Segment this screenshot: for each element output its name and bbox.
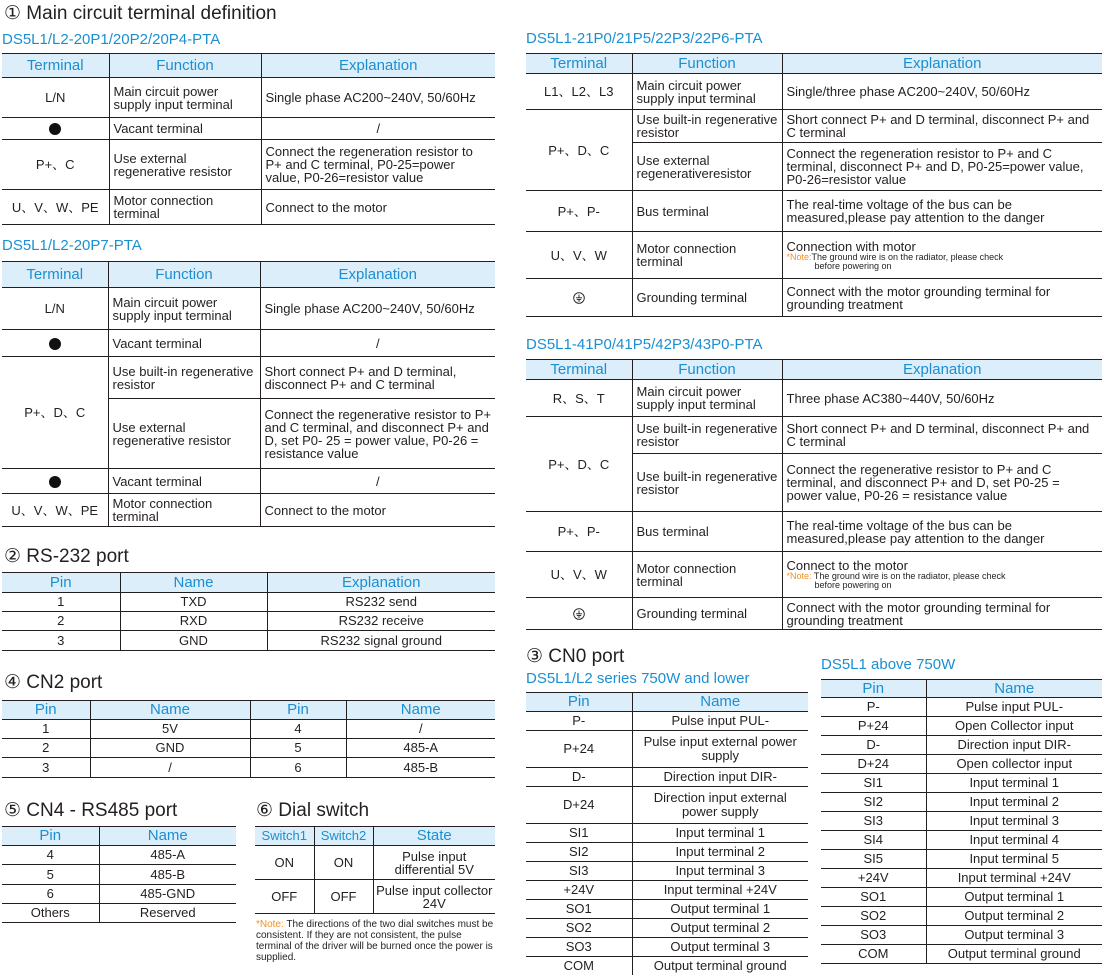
name-cell: Direction input external power supply: [632, 787, 808, 824]
pin-cell: 5: [2, 865, 99, 885]
table-row: [2, 494, 495, 527]
table-row: [2, 720, 495, 739]
function-cell: Use built-in regenerative resistor: [108, 357, 260, 399]
note-text: The ground wire is on the radiator, please check: [811, 251, 1004, 262]
explanation-text: Connection with motor: [786, 238, 916, 254]
cn0-table-750w-above: [821, 679, 1102, 964]
col-header-function: Function: [632, 54, 782, 74]
table-row: [526, 552, 1102, 598]
explanation-cell: Single/three phase AC200~240V, 50/60Hz: [782, 74, 1102, 110]
explanation-cell: [782, 552, 1102, 598]
name-cell: /: [90, 758, 250, 778]
cn2-table: [2, 700, 495, 778]
table-row: [821, 869, 1102, 888]
name-cell: 5V: [90, 720, 250, 739]
pin-cell: SI3: [526, 862, 632, 881]
table-row: [821, 945, 1102, 964]
note-text: The ground wire is on the radiator, please check: [813, 571, 1006, 581]
pin-cell: 5: [250, 739, 346, 758]
table-row: [255, 846, 495, 880]
terminal-cell: P+、D、C: [2, 357, 108, 469]
explanation-cell: Connect the regenerative resistor to P+ and C terminal, and disconnect P+ and D, set P0- 25 = power value, P0-26 = resistance value: [260, 399, 495, 469]
terminal-cell: P+、P-: [526, 512, 632, 552]
pin-cell: SI5: [821, 850, 926, 869]
table-row: [2, 739, 495, 758]
pin-cell: SO1: [526, 900, 632, 919]
dial-switch-note: [256, 919, 496, 963]
terminal-cell: L/N: [2, 78, 109, 118]
switch1-cell: ON: [255, 846, 314, 880]
function-cell: Motor connection terminal: [632, 232, 782, 279]
name-cell: Pulse input PUL-: [632, 712, 808, 731]
table-row: [526, 512, 1102, 552]
explanation-cell: Short connect P+ and D terminal, disconnect P+ and C terminal: [260, 357, 495, 399]
name-cell: 485-GND: [99, 885, 236, 904]
col-header-pin: Pin: [526, 693, 632, 712]
section-4-title: ④ CN2 port: [4, 672, 103, 693]
name-cell: Output terminal ground: [926, 945, 1102, 964]
function-cell: Use external regenerativeresistor: [632, 143, 782, 191]
name-cell: Output terminal 3: [926, 926, 1102, 945]
table-row: [821, 698, 1102, 717]
function-cell: Use built-in regenerative resistor: [632, 417, 782, 454]
table-row: [821, 736, 1102, 755]
name-cell: Input terminal 1: [926, 774, 1102, 793]
name-cell: Pulse input external power supply: [632, 731, 808, 768]
table-row: [2, 904, 236, 923]
model-title-21p0: DS5L1-21P0/21P5/22P3/22P6-PTA: [526, 30, 763, 47]
name-cell: Open Collector input: [926, 717, 1102, 736]
col-header-pin: Pin: [2, 701, 90, 720]
table-row: [2, 885, 236, 904]
pin-cell: SI2: [821, 793, 926, 812]
col-header-terminal: Terminal: [526, 360, 632, 380]
col-header-explanation: Explanation: [782, 360, 1102, 380]
terminal-cell: [2, 469, 108, 494]
note: [787, 253, 1099, 271]
explanation-cell: /: [260, 469, 495, 494]
note-text-line2: before powering on: [814, 580, 892, 590]
pin-cell: SI2: [526, 843, 632, 862]
table-row: [821, 926, 1102, 945]
col-header-pin: Pin: [2, 827, 99, 846]
function-cell: Use external regenerative resistor: [108, 399, 260, 469]
table-row: [526, 232, 1102, 279]
pin-cell: COM: [821, 945, 926, 964]
table-row: [2, 612, 495, 631]
switch2-cell: OFF: [314, 880, 373, 914]
table-row: [526, 74, 1102, 110]
pin-cell: SI1: [821, 774, 926, 793]
col-header-function: Function: [109, 54, 261, 78]
terminal-cell: U、V、W: [526, 232, 632, 279]
terminal-cell: U、V、W、PE: [2, 494, 108, 527]
name-cell: Input terminal +24V: [632, 881, 808, 900]
pin-cell: SI1: [526, 824, 632, 843]
pin-cell: Others: [2, 904, 99, 923]
note-label: *Note:: [786, 571, 812, 581]
function-cell: Vacant terminal: [108, 330, 260, 357]
explanation-cell: [782, 232, 1102, 279]
terminal-cell: [526, 279, 632, 317]
table-row: [526, 768, 808, 787]
function-cell: Main circuit power supply input terminal: [108, 288, 260, 330]
col-header-explanation: Explanation: [267, 573, 495, 593]
section-5-title: ⑤ CN4 - RS485 port: [4, 800, 178, 821]
filled-circle-icon: [49, 476, 61, 488]
table-row: [821, 831, 1102, 850]
pin-cell: SI3: [821, 812, 926, 831]
pin-cell: P-: [526, 712, 632, 731]
explanation-cell: RS232 receive: [267, 612, 495, 631]
function-cell: Vacant terminal: [108, 469, 260, 494]
note-label: *Note:: [256, 919, 284, 930]
table-row: [2, 865, 236, 885]
explanation-cell: Short connect P+ and D terminal, disconnect P+ and C terminal: [782, 417, 1102, 454]
table-row: [2, 330, 495, 357]
model-title-750w-lower: DS5L1/L2 series 750W and lower: [526, 670, 750, 687]
table-row: [2, 846, 236, 865]
name-cell: Output terminal 1: [632, 900, 808, 919]
table-row: [2, 758, 495, 778]
name-cell: GND: [90, 739, 250, 758]
table-row: [526, 843, 808, 862]
function-cell: Bus terminal: [632, 191, 782, 232]
model-title-750w-above: DS5L1 above 750W: [821, 656, 956, 673]
name-cell: Output terminal 3: [632, 938, 808, 957]
table-row: [526, 731, 808, 768]
name-cell: Output terminal 2: [926, 907, 1102, 926]
name-cell: Input terminal +24V: [926, 869, 1102, 888]
table-row: [821, 793, 1102, 812]
note-text-line2: before powering on: [814, 260, 892, 271]
name-cell: Reserved: [99, 904, 236, 923]
terminal-cell: [2, 330, 108, 357]
pin-cell: 2: [2, 612, 120, 631]
table-row: [526, 380, 1102, 417]
terminal-cell: P+、P-: [526, 191, 632, 232]
col-header-switch2: Switch2: [314, 827, 373, 846]
function-cell: Use external regenerative resistor: [109, 140, 261, 190]
name-cell: Input terminal 4: [926, 831, 1102, 850]
name-cell: RXD: [120, 612, 267, 631]
pin-cell: +24V: [821, 869, 926, 888]
name-cell: Pulse input PUL-: [926, 698, 1102, 717]
model-title-20p7: DS5L1/L2-20P7-PTA: [2, 237, 142, 254]
table-row: [526, 598, 1102, 630]
function-cell: Grounding terminal: [632, 598, 782, 630]
terminal-table-41p0: [526, 359, 1102, 630]
table-row: [255, 880, 495, 914]
switch1-cell: OFF: [255, 880, 314, 914]
col-header-explanation: Explanation: [261, 54, 495, 78]
terminal-table-20p1: [2, 53, 495, 225]
name-cell: Input terminal 5: [926, 850, 1102, 869]
name-cell: Direction input DIR-: [926, 736, 1102, 755]
name-cell: Open collector input: [926, 755, 1102, 774]
explanation-cell: RS232 send: [267, 593, 495, 612]
explanation-cell: Three phase AC380~440V, 50/60Hz: [782, 380, 1102, 417]
explanation-cell: Single phase AC200~240V, 50/60Hz: [261, 78, 495, 118]
terminal-cell: R、S、T: [526, 380, 632, 417]
col-header-name: Name: [346, 701, 495, 720]
name-cell: Input terminal 3: [632, 862, 808, 881]
switch2-cell: ON: [314, 846, 373, 880]
explanation-cell: Connect the regeneration resistor to P+ and C terminal, disconnect P+ and D, P0-25=power value, P0-26=resistor value: [782, 143, 1102, 191]
table-row: [2, 631, 495, 651]
table-row: [2, 140, 495, 190]
pin-cell: P-: [821, 698, 926, 717]
note-text: The directions of the two dial switches must be consistent. If they are not consistent, the pulse terminal of the driver will be burned once the power is supplied.: [256, 919, 494, 963]
pin-cell: D-: [821, 736, 926, 755]
explanation-cell: Connect with the motor grounding terminal for grounding treatment: [782, 279, 1102, 317]
function-cell: Bus terminal: [632, 512, 782, 552]
pin-cell: COM: [526, 957, 632, 975]
col-header-name: Name: [632, 693, 808, 712]
explanation-cell: Connect with the motor grounding terminal for grounding treatment: [782, 598, 1102, 630]
name-cell: Direction input DIR-: [632, 768, 808, 787]
pin-cell: P+24: [526, 731, 632, 768]
table-row: [526, 712, 808, 731]
filled-circle-icon: [49, 123, 61, 135]
table-row: [821, 888, 1102, 907]
name-cell: Input terminal 3: [926, 812, 1102, 831]
col-header-name: Name: [120, 573, 267, 593]
table-row: [2, 469, 495, 494]
table-row: [526, 191, 1102, 232]
col-header-terminal: Terminal: [2, 262, 108, 288]
explanation-cell: /: [261, 118, 495, 140]
function-cell: Grounding terminal: [632, 279, 782, 317]
ground-symbol-icon: [573, 608, 585, 620]
function-cell: Motor connection terminal: [108, 494, 260, 527]
pin-cell: D-: [526, 768, 632, 787]
name-cell: TXD: [120, 593, 267, 612]
pin-cell: 6: [250, 758, 346, 778]
pin-cell: SO3: [821, 926, 926, 945]
terminal-cell: L/N: [2, 288, 108, 330]
function-cell: Vacant terminal: [109, 118, 261, 140]
table-row: [821, 907, 1102, 926]
explanation-text: Connect to the motor: [786, 558, 908, 573]
name-cell: /: [346, 720, 495, 739]
terminal-cell: P+、D、C: [526, 110, 632, 191]
col-header-terminal: Terminal: [526, 54, 632, 74]
pin-cell: D+24: [526, 787, 632, 824]
name-cell: 485-B: [346, 758, 495, 778]
pin-cell: SO2: [526, 919, 632, 938]
pin-cell: SI4: [821, 831, 926, 850]
table-row: [2, 593, 495, 612]
table-row: [526, 862, 808, 881]
explanation-cell: Connect to the motor: [260, 494, 495, 527]
cn0-table-750w-lower: [526, 692, 808, 975]
col-header-function: Function: [632, 360, 782, 380]
name-cell: 485-A: [99, 846, 236, 865]
section-1-title: ① Main circuit terminal definition: [4, 3, 277, 24]
model-title-41p0: DS5L1-41P0/41P5/42P3/43P0-PTA: [526, 336, 763, 353]
section-3-title: ③ CN0 port: [526, 646, 625, 667]
pin-cell: 1: [2, 593, 120, 612]
filled-circle-icon: [49, 338, 61, 350]
table-row: [526, 900, 808, 919]
col-header-pin: Pin: [2, 573, 120, 593]
note: [787, 572, 1099, 590]
pin-cell: 2: [2, 739, 90, 758]
section-6-title: ⑥ Dial switch: [256, 800, 370, 821]
name-cell: 485-A: [346, 739, 495, 758]
explanation-cell: The real-time voltage of the bus can be measured,please pay attention to the danger: [782, 191, 1102, 232]
pin-cell: SO3: [526, 938, 632, 957]
col-header-name: Name: [90, 701, 250, 720]
table-row: [526, 824, 808, 843]
table-row: [526, 787, 808, 824]
note-label: *Note:: [786, 251, 812, 262]
cn4-table: [2, 826, 236, 923]
explanation-cell: Short connect P+ and D terminal, disconnect P+ and C terminal: [782, 110, 1102, 143]
model-title-20p1: DS5L1/L2-20P1/20P2/20P4-PTA: [2, 31, 221, 48]
function-cell: Main circuit power supply input terminal: [632, 74, 782, 110]
pin-cell: SO2: [821, 907, 926, 926]
col-header-terminal: Terminal: [2, 54, 109, 78]
col-header-pin: Pin: [821, 680, 926, 698]
explanation-cell: Connect to the motor: [261, 190, 495, 225]
table-row: [2, 190, 495, 225]
col-header-name: Name: [99, 827, 236, 846]
function-cell: Use built-in regenerative resistor: [632, 110, 782, 143]
pin-cell: 3: [2, 758, 90, 778]
table-row: [821, 850, 1102, 869]
name-cell: Input terminal 1: [632, 824, 808, 843]
pin-cell: 4: [250, 720, 346, 739]
table-row: [526, 938, 808, 957]
pin-cell: P+24: [821, 717, 926, 736]
table-row: [821, 774, 1102, 793]
pin-cell: +24V: [526, 881, 632, 900]
pin-cell: 6: [2, 885, 99, 904]
terminal-cell: U、V、W、PE: [2, 190, 109, 225]
pin-cell: 1: [2, 720, 90, 739]
table-row: [821, 717, 1102, 736]
pin-cell: SO1: [821, 888, 926, 907]
table-row: [526, 957, 808, 975]
pin-cell: D+24: [821, 755, 926, 774]
name-cell: Output terminal ground: [632, 957, 808, 975]
table-row: [526, 919, 808, 938]
function-cell: Use built-in regenerative resistor: [632, 454, 782, 512]
state-cell: Pulse input collector 24V: [373, 880, 495, 914]
table-row: [821, 755, 1102, 774]
table-row: [526, 110, 1102, 143]
terminal-cell: [2, 118, 109, 140]
name-cell: Input terminal 2: [926, 793, 1102, 812]
table-row: [821, 812, 1102, 831]
col-header-name: Name: [926, 680, 1102, 698]
col-header-function: Function: [108, 262, 260, 288]
table-row: [2, 288, 495, 330]
name-cell: Output terminal 2: [632, 919, 808, 938]
name-cell: 485-B: [99, 865, 236, 885]
terminal-table-20p7: [2, 261, 495, 527]
table-row: [526, 881, 808, 900]
section-2-title: ② RS-232 port: [4, 546, 129, 567]
name-cell: Output terminal 1: [926, 888, 1102, 907]
explanation-cell: Connect the regenerative resistor to P+ and C terminal, and disconnect P+ and D, set P0-25 = power value, P0-26 = resistance value: [782, 454, 1102, 512]
explanation-cell: Single phase AC200~240V, 50/60Hz: [260, 288, 495, 330]
pin-cell: 4: [2, 846, 99, 865]
col-header-state: State: [373, 827, 495, 846]
function-cell: Main circuit power supply input terminal: [632, 380, 782, 417]
table-row: [526, 417, 1102, 454]
explanation-cell: RS232 signal ground: [267, 631, 495, 651]
pin-cell: 3: [2, 631, 120, 651]
explanation-cell: Connect the regeneration resistor to P+ and C terminal, P0-25=power value, P0-26=resistor value: [261, 140, 495, 190]
function-cell: Motor connection terminal: [109, 190, 261, 225]
function-cell: Main circuit power supply input terminal: [109, 78, 261, 118]
table-row: [526, 279, 1102, 317]
terminal-cell: [526, 598, 632, 630]
table-row: [2, 78, 495, 118]
terminal-table-21p0: [526, 53, 1102, 317]
terminal-cell: L1、L2、L3: [526, 74, 632, 110]
function-cell: Motor connection terminal: [632, 552, 782, 598]
table-row: [2, 118, 495, 140]
col-header-explanation: Explanation: [260, 262, 495, 288]
col-header-switch1: Switch1: [255, 827, 314, 846]
rs232-table: [2, 572, 495, 651]
terminal-cell: P+、C: [2, 140, 109, 190]
col-header-pin: Pin: [250, 701, 346, 720]
dial-switch-table: [255, 826, 495, 914]
name-cell: Input terminal 2: [632, 843, 808, 862]
explanation-cell: /: [260, 330, 495, 357]
terminal-cell: U、V、W: [526, 552, 632, 598]
col-header-explanation: Explanation: [782, 54, 1102, 74]
name-cell: GND: [120, 631, 267, 651]
ground-symbol-icon: [573, 292, 585, 304]
state-cell: Pulse input differential 5V: [373, 846, 495, 880]
explanation-cell: The real-time voltage of the bus can be measured,please pay attention to the danger: [782, 512, 1102, 552]
terminal-cell: P+、D、C: [526, 417, 632, 512]
table-row: [2, 357, 495, 399]
